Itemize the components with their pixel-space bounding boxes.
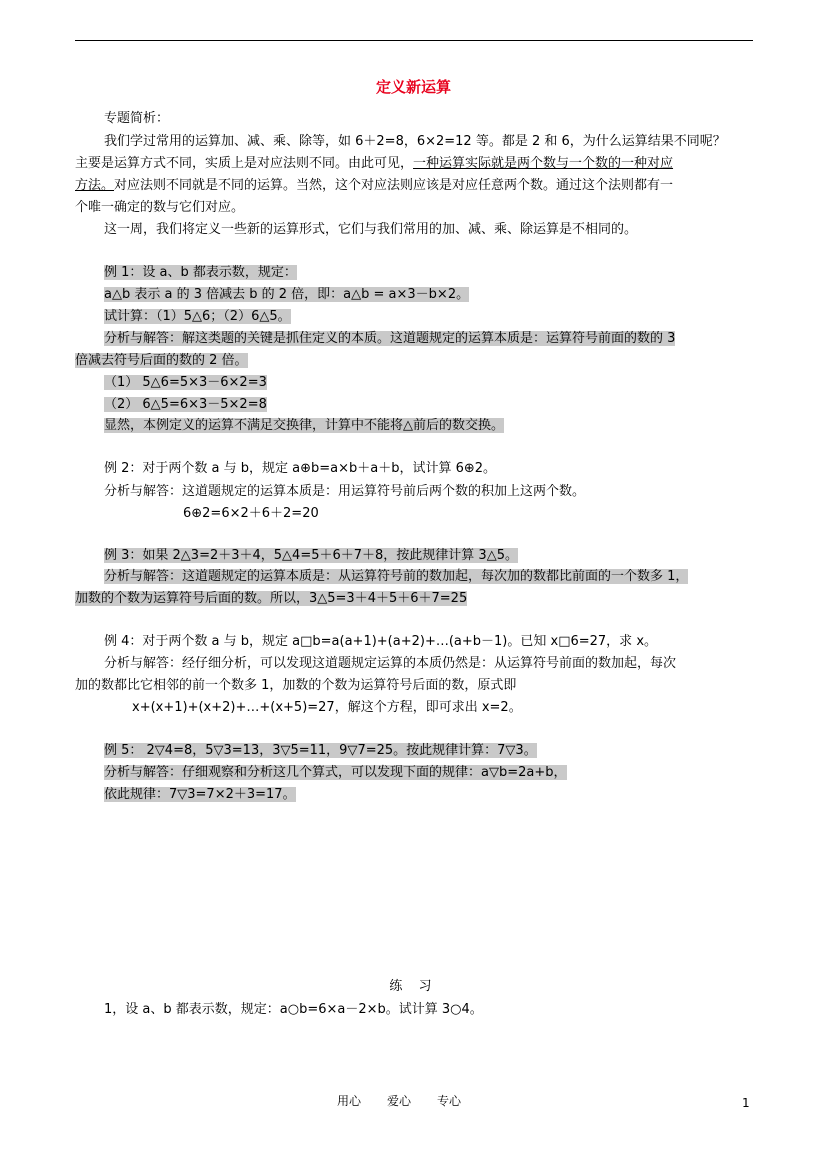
intro-paragraph-2: 这一周，我们将定义一些新的运算形式，它们与我们常用的加、减、乘、除运算是不相同的。 [104, 222, 638, 237]
practice-title: 练 习 [389, 979, 438, 994]
example-1-line [75, 350, 248, 372]
example-4-line: 加的数都比它相邻的前一个数多 1，加数的个数为运算符号后面的数，原式即 [75, 678, 517, 693]
intro-paragraph-line: 我们学过常用的运算加、减、乘、除等，如 6＋2=8，6×2=12 等。都是 2 和 6，为什么运算结果不同呢？ [104, 134, 726, 149]
intro-text: 主要是运算方式不同，实质上是对应法则不同。由此可见， [75, 156, 414, 171]
example-4-line: 分析与解答：经仔细分析，可以发现这道题规定运算的本质仍然是：从运算符号前面的数加起，每次 [104, 656, 677, 671]
footer-item: 爱心 [387, 1094, 412, 1108]
example-1-highlight: 显然，本例定义的运算不满足交换律，计算中不能将△前后的数交换。 [104, 418, 504, 433]
example-5-highlight: 依此规律：7▽3=7×2＋3=17。 [104, 787, 296, 802]
example-1-highlight: 试计算：（1）5△6；（2）6△5。 [104, 309, 291, 324]
example-1-line [104, 328, 675, 350]
underlined-definition: 一种运算实际就是两个数与一个数的一种对应 [413, 156, 674, 171]
example-2-line: 例 2：对于两个数 a 与 b，规定 a⊕b=a×b＋a＋b，试计算 6⊕2。 [104, 461, 497, 476]
example-1-highlight: 倍减去符号后面的数的 2 倍。 [75, 353, 248, 368]
example-1-highlight: （1） 5△6=5×3－6×2=3 [104, 375, 267, 390]
example-2-line: 6⊕2=6×2＋6＋2=20 [183, 506, 319, 521]
intro-text: 对应法则不同就是不同的运算。当然，这个对应法则应该是对应任意两个数。通过这个法则都有一 [114, 178, 674, 193]
header-rule [75, 40, 753, 41]
example-1-line [104, 394, 267, 416]
underlined-definition: 方法。 [75, 178, 115, 193]
example-5-highlight: 分析与解答：仔细观察和分析这几个算式，可以发现下面的规律：a▽b=2a+b， [104, 765, 567, 780]
example-3-line [75, 588, 467, 610]
intro-paragraph-line: 个唯一确定的数与它们对应。 [75, 200, 245, 215]
example-3-highlight: 例 3：如果 2△3=2＋3＋4，5△4=5＋6＋7＋8，按此规律计算 3△5。 [104, 548, 518, 563]
practice-question-1: 1，设 a、b 都表示数，规定：a○b=6×a－2×b。试计算 3○4。 [104, 1002, 483, 1017]
example-3-line [104, 566, 688, 588]
example-2-line: 分析与解答：这道题规定的运算本质是：用运算符号前后两个数的积加上这两个数。 [104, 484, 586, 499]
example-5-highlight: 例 5： 2▽4=8，5▽3=13，3▽5=11，9▽7=25。按此规律计算：7▽3。 [104, 743, 537, 758]
example-1-line [104, 415, 504, 437]
example-5-line [104, 784, 296, 806]
example-1-highlight: 分析与解答：解这类题的关键是抓住定义的本质。这道题规定的运算本质是：运算符号前面的数的 3 [104, 331, 676, 346]
example-4-line: 例 4：对于两个数 a 与 b，规定 a□b=a(a+1)+(a+2)+…(a+b－1)。已知 x□6=27，求 x。 [104, 634, 658, 649]
example-1-line [104, 372, 267, 394]
example-3-highlight: 分析与解答：这道题规定的运算本质是：从运算符号前的数加起，每次加的数都比前面的一个数多 1， [104, 569, 689, 584]
example-1-line [104, 262, 297, 284]
intro-heading: 专题简析： [104, 111, 170, 126]
intro-paragraph-line [75, 153, 673, 175]
example-1-highlight: （2） 6△5=6×3－5×2=8 [104, 397, 267, 412]
document-title: 定义新运算 [375, 78, 451, 96]
example-4-line: x+(x+1)+(x+2)+…+(x+5)=27，解这个方程，即可求出 x=2。 [132, 700, 522, 715]
page-number: 1 [742, 1096, 750, 1110]
example-5-line [104, 762, 567, 784]
example-1-highlight: 例 1：设 a、b 都表示数，规定： [104, 265, 297, 280]
footer-item: 专心 [437, 1094, 462, 1108]
example-1-highlight: a△b 表示 a 的 3 倍减去 b 的 2 倍，即：a△b = a×3－b×2。 [104, 287, 470, 302]
example-3-line [104, 545, 518, 567]
footer-item: 用心 [337, 1094, 362, 1108]
example-5-line [104, 740, 537, 762]
example-1-line [104, 306, 291, 328]
example-1-line [104, 284, 469, 306]
example-3-highlight: 加数的个数为运算符号后面的数。所以，3△5=3＋4＋5＋6＋7=25 [75, 591, 468, 606]
intro-paragraph-line [75, 175, 673, 197]
